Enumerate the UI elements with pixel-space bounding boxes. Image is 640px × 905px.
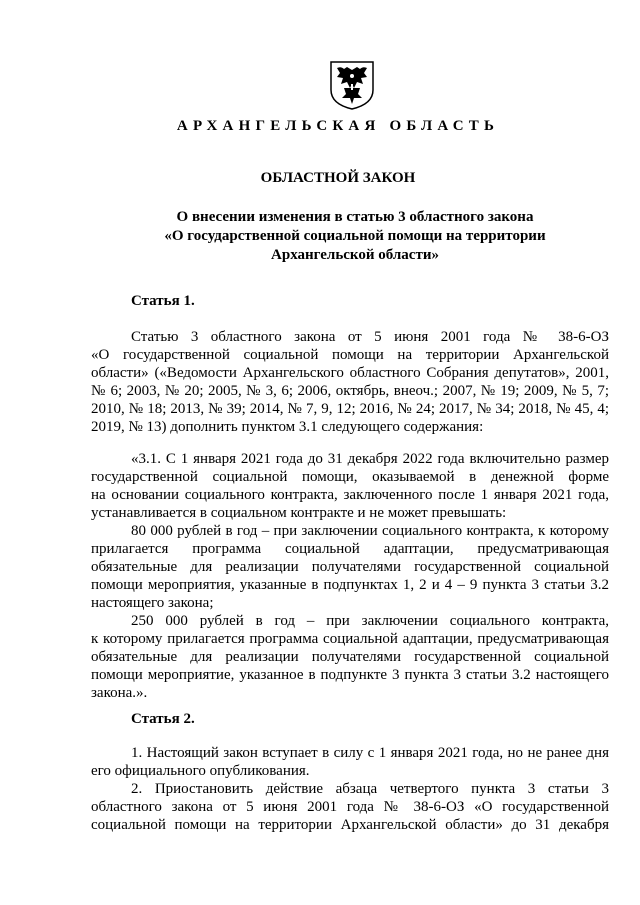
article-1-text-line: 2019, № 13) дополнить пунктом 3.1 следующего содержания:: [91, 419, 484, 435]
amendment-text-line: к которому прилагается программа социальной адаптации, предусматривающая: [91, 631, 609, 647]
article-2-text-line: 1. Настоящий закон вступает в силу с 1 января 2021 года, но не ранее дня: [131, 745, 609, 761]
article-2-heading: Статья 2.: [131, 711, 195, 727]
law-title: [130, 208, 580, 265]
coat-of-arms-icon: [327, 60, 377, 110]
article-1-text-line: № 6; 2003, № 20; 2005, № 3, 6; 2006, октябрь, внеоч.; 2007, № 19; 2009, № 5, 7;: [91, 383, 609, 399]
region-name: АРХАНГЕЛЬСКАЯ ОБЛАСТЬ: [176, 118, 500, 134]
article-1-text-line: «О государственной социальной помощи на территории Архангельской: [91, 347, 609, 363]
article-2-text-line: социальной помощи на территории Архангельской области» до 31 декабря: [91, 817, 609, 833]
amendment-text-line: 250 000 рублей в год – при заключении социального контракта,: [131, 613, 609, 629]
amendment-text-line: государственной социальной помощи, оказываемой в денежной форме: [91, 469, 609, 485]
article-2-text-line: его официального опубликования.: [91, 763, 310, 779]
law-title-line: О внесении изменения в статью 3 областного закона: [176, 209, 534, 225]
amendment-text-line: помощи мероприятие, указанное в подпункте 3 пункта 3 статьи 3.2 настоящего: [91, 667, 609, 683]
amendment-text-line: помощи мероприятия, указанные в подпунктах 1, 2 и 4 – 9 пункта 3 статьи 3.2: [91, 577, 609, 593]
amendment-text-line: обязательные для реализации получателями государственной социальной: [91, 649, 609, 665]
amendment-text-line: прилагается программа социальной адаптации, предусматривающая: [91, 541, 609, 557]
amendment-text-line: обязательные для реализации получателями государственной социальной: [91, 559, 609, 575]
article-1-text-line: области» («Ведомости Архангельского областного Собрания депутатов», 2001,: [91, 365, 609, 381]
amendment-text-line: «3.1. С 1 января 2021 года до 31 декабря 2022 года включительно размер: [131, 451, 609, 467]
amendment-text-line: закона.».: [91, 685, 148, 701]
law-type: ОБЛАСТНОЙ ЗАКОН: [260, 170, 416, 186]
article-1-heading: Статья 1.: [131, 293, 195, 309]
article-2-text-line: областного закона от 5 июня 2001 года № 38-6-ОЗ «О государственной: [91, 799, 609, 815]
article-1-text-line: Статью 3 областного закона от 5 июня 2001 года № 38-6-ОЗ: [131, 329, 609, 345]
amendment-text-line: настоящего закона;: [91, 595, 214, 611]
article-1-text-line: 2010, № 18; 2013, № 39; 2014, № 7, 9, 12; 2016, № 24; 2017, № 34; 2018, № 45, 4;: [91, 401, 609, 417]
article-2-text-line: 2. Приостановить действие абзаца четвертого пункта 3 статьи 3: [131, 781, 609, 797]
law-title-line: Архангельской области»: [271, 247, 439, 263]
amendment-text-line: на основании социального контракта, заключенного после 1 января 2021 года,: [91, 487, 609, 503]
amendment-text-line: 80 000 рублей в год – при заключении социального контракта, к которому: [131, 523, 609, 539]
amendment-text-line: устанавливается в социальном контракте и не может превышать:: [91, 505, 507, 521]
law-title-line: «О государственной социальной помощи на территории: [164, 228, 546, 244]
